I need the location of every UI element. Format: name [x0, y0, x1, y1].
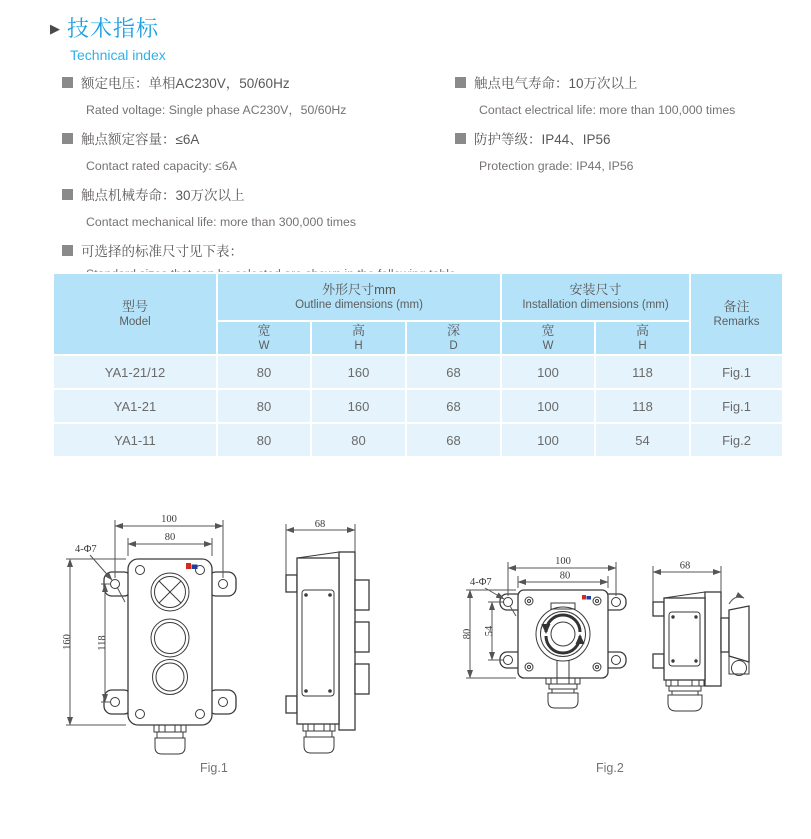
header-en: Model — [119, 316, 151, 328]
fig1-side-drawing — [276, 518, 391, 758]
dim-mount-height: 54 — [484, 625, 495, 637]
subcol-install-w — [501, 321, 595, 355]
spec-cn-text: 触点机械寿命：30万次以上 — [81, 188, 245, 203]
spec-cn-text: 防护等级：IP44、IP56 — [474, 132, 611, 147]
header-cn: 型号 — [121, 299, 148, 314]
col-header-install — [501, 273, 690, 321]
fig2-front-drawing — [452, 552, 662, 742]
cell-remark: Fig.1 — [690, 355, 783, 389]
cell-d: 68 — [406, 389, 501, 423]
section-arrow-icon: ▶ — [50, 21, 60, 36]
spec-list-right — [455, 68, 800, 180]
spec-item — [455, 124, 800, 152]
cell-model: YA1-21 — [53, 389, 217, 423]
header-en: H — [354, 340, 363, 352]
header-en: Installation dimensions (mm) — [522, 299, 669, 311]
table-row — [53, 423, 783, 457]
cell-remark: Fig.2 — [690, 423, 783, 457]
spec-item — [62, 236, 462, 264]
spec-cn-text: 可选择的标准尺寸见下表： — [81, 244, 243, 259]
header-en: W — [542, 340, 554, 352]
spec-item — [62, 124, 462, 152]
spec-cn-text: 额定电压：单相AC230V，50/60Hz — [81, 76, 290, 91]
cell-d: 68 — [406, 423, 501, 457]
subcol-depth-d — [406, 321, 501, 355]
square-bullet-icon — [455, 77, 466, 88]
square-bullet-icon — [62, 189, 73, 200]
subcol-width-w — [217, 321, 311, 355]
cell-w: 80 — [217, 423, 311, 457]
col-header-model — [53, 273, 217, 355]
square-bullet-icon — [455, 133, 466, 144]
dim-mount-height: 118 — [97, 635, 108, 651]
dim-depth: 68 — [314, 519, 326, 530]
fig2-caption: Fig.2 — [596, 761, 624, 775]
col-header-outline — [217, 273, 501, 321]
square-bullet-icon — [62, 133, 73, 144]
cell-h: 160 — [311, 355, 406, 389]
header-cn: 备注 — [723, 299, 750, 314]
page-title: 技术指标 — [67, 16, 160, 41]
cell-ih: 118 — [595, 389, 690, 423]
spec-cn-text: 触点额定容量：≤6A — [81, 132, 200, 147]
spec-item — [62, 68, 462, 96]
dim-overall-width: 100 — [161, 514, 177, 525]
cell-iw: 100 — [501, 423, 595, 457]
cell-h: 80 — [311, 423, 406, 457]
cell-ih: 118 — [595, 355, 690, 389]
header-cn: 宽 — [257, 323, 271, 338]
cell-ih: 54 — [595, 423, 690, 457]
spec-en-text: Contact mechanical life: more than 300,000 times — [86, 215, 356, 229]
cell-iw: 100 — [501, 355, 595, 389]
spec-en-text: Protection grade: IP44, IP56 — [479, 159, 634, 173]
dim-depth: 68 — [679, 560, 691, 572]
header-cn: 外形尺寸mm — [322, 282, 396, 297]
fig1-caption: Fig.1 — [200, 761, 228, 775]
dim-holes-label: 4-Φ7 — [75, 544, 97, 555]
spec-cn-text: 触点电气寿命：10万次以上 — [474, 76, 638, 91]
spec-item — [455, 68, 800, 96]
subcol-height-h — [311, 321, 406, 355]
header-en: Outline dimensions (mm) — [295, 299, 423, 311]
cell-model: YA1-11 — [53, 423, 217, 457]
cell-w: 80 — [217, 355, 311, 389]
dim-height: 80 — [462, 628, 473, 640]
section-header — [50, 12, 166, 63]
fig1-front-drawing — [62, 506, 262, 761]
spec-list-left — [62, 68, 462, 284]
spec-en-text: Rated voltage: Single phase AC230V，50/60Hz — [86, 103, 347, 117]
table-row — [53, 355, 783, 389]
header-en: H — [638, 340, 647, 352]
fig2-side-drawing — [645, 558, 765, 743]
header-cn: 高 — [351, 323, 365, 338]
header-en: W — [258, 340, 270, 352]
header-cn: 高 — [636, 323, 650, 338]
header-en: D — [449, 340, 458, 352]
cell-iw: 100 — [501, 389, 595, 423]
header-cn: 安装尺寸 — [569, 282, 622, 297]
dim-height: 160 — [62, 634, 73, 650]
square-bullet-icon — [62, 77, 73, 88]
cell-model: YA1-21/12 — [53, 355, 217, 389]
dim-body-width: 80 — [559, 570, 571, 582]
cell-h: 160 — [311, 389, 406, 423]
dim-holes-label: 4-Φ7 — [470, 577, 492, 588]
square-bullet-icon — [62, 245, 73, 256]
header-cn: 深 — [447, 323, 461, 338]
header-en: Remarks — [713, 316, 760, 328]
col-header-remarks — [690, 273, 783, 355]
spec-item — [62, 180, 462, 208]
page-subtitle: Technical index — [70, 47, 166, 63]
cell-d: 68 — [406, 355, 501, 389]
header-cn: 宽 — [541, 323, 555, 338]
dim-body-width: 80 — [164, 532, 176, 543]
subcol-install-h — [595, 321, 690, 355]
dim-overall-width: 100 — [555, 556, 571, 567]
spec-en-text: Contact electrical life: more than 100,000 times — [479, 103, 736, 117]
table-row — [53, 389, 783, 423]
cell-remark: Fig.1 — [690, 389, 783, 423]
standard-sizes-table — [52, 272, 784, 458]
cell-w: 80 — [217, 389, 311, 423]
spec-en-text: Contact rated capacity: ≤6A — [86, 159, 237, 173]
